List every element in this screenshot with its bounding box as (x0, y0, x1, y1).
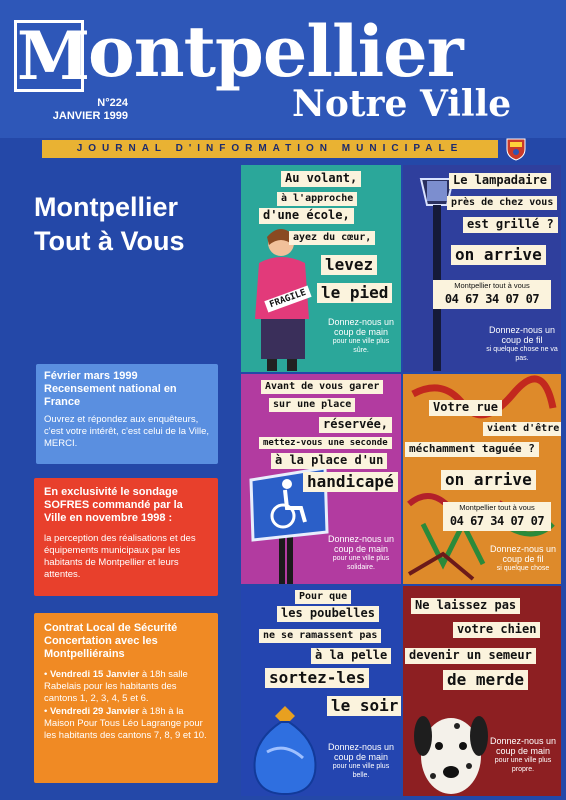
census-box (36, 364, 218, 464)
phone-number: 04 67 34 07 07 (444, 292, 540, 306)
panel-label: le soir (327, 696, 401, 716)
panel-label: Avant de vous garer (261, 380, 383, 394)
issue-number: N°224 (97, 97, 128, 109)
security-list (44, 669, 208, 742)
panel-trash (241, 586, 401, 796)
panel-label: devenir un semeur (405, 648, 536, 664)
census-text: Ouvrez et répondez aux enquêteurs, c'est votre intérêt, c'est celui de la Ville, MERCI. (44, 414, 210, 449)
census-title: Février mars 1999 Recensement national en France (44, 370, 177, 408)
panel-footer (487, 736, 559, 774)
footer-small: pour une ville plus sûre. (332, 338, 390, 354)
panel-label: Votre rue (429, 400, 502, 416)
panel-lamp (403, 165, 561, 372)
panel-label: handicapé (303, 472, 398, 492)
issue-info (38, 97, 128, 123)
panel-dog (403, 586, 561, 796)
panel-label: méchamment taguée ? (405, 442, 539, 457)
panel-label: le pied (317, 283, 392, 303)
panel-label: Pour que (295, 590, 351, 604)
panel-label: on arrive (441, 470, 536, 490)
footer-small: si quelque chose ne va pas. (486, 346, 558, 362)
footer-main: Donnez-nous un coup de fil (489, 544, 557, 564)
panel-label: votre chien (453, 622, 540, 638)
panel-label: ne se ramassent pas (259, 629, 381, 643)
panel-label: Le lampadaire (449, 173, 551, 189)
logo-letter: M (14, 20, 84, 92)
panel-label: à la place d'un (271, 453, 387, 469)
survey-text: la perception des réalisations et des équipements municipaux par les habitants de Montpellier et leurs attentes. (44, 533, 196, 580)
panel-label: ayez du cœur, (289, 231, 375, 245)
panel-footer (487, 544, 559, 573)
footer-small: pour une ville plus propre. (494, 757, 552, 773)
dog-illustration (413, 696, 489, 796)
survey-title: En exclusivité le sondage SOFRES commandé par la Ville en novembre 1998 : (44, 486, 183, 524)
panel-label: à la pelle (311, 648, 391, 664)
newspaper-title: ontpellier (88, 10, 463, 93)
panel-graffiti (403, 374, 561, 584)
panel-footer (485, 325, 559, 363)
panel-footer (325, 534, 397, 572)
phone-box (433, 280, 551, 309)
footer-main: Donnez-nous un coup de main (489, 736, 557, 756)
issue-date: JANVIER 1999 (52, 110, 128, 122)
footer-small: pour une ville plus belle. (332, 763, 390, 779)
phone-title: Montpellier tout à vous (454, 281, 530, 290)
panel-label: sortez-les (265, 668, 369, 688)
footer-main: Donnez-nous un coup de fil (488, 325, 556, 345)
panel-parking (241, 374, 401, 584)
panel-label: est grillé ? (463, 217, 558, 233)
panel-label: mettez-vous une seconde (259, 437, 392, 449)
newspaper-subtitle: Notre Ville (292, 83, 512, 125)
panel-footer (325, 317, 397, 355)
panel-label: près de chez vous (447, 196, 557, 210)
sign-fragile: FRAGILE (264, 286, 311, 313)
panel-label: levez (321, 255, 377, 275)
panel-label: Au volant, (281, 171, 361, 187)
phone-box (443, 502, 551, 531)
footer-main: Donnez-nous un coup de main (327, 742, 395, 762)
panel-label: Ne laissez pas (411, 598, 520, 614)
panel-label: sur une place (269, 398, 355, 412)
panel-label: réservée, (319, 417, 392, 433)
list-item: • Vendredi 29 Janvier à 18h à la Maison Pour Tous Léo Lagrange pour les habitants des cantons 7, 8, 9 et 10. (44, 706, 207, 741)
panel-label: de merde (443, 670, 528, 690)
footer-small: si quelque chose (496, 565, 550, 572)
panel-label: à l'approche (277, 192, 357, 206)
trash-bag-illustration (245, 702, 325, 796)
phone-title: Montpellier tout à vous (459, 503, 535, 512)
meeting-details: à 18h salle Rabelais pour les habitants des cantons 1, 2, 3, 4, 5 et 6. (44, 669, 188, 704)
city-crest-icon (505, 137, 527, 161)
survey-box (34, 478, 218, 596)
journal-band: JOURNAL D'INFORMATION MUNICIPALE (42, 140, 498, 158)
security-box (34, 613, 218, 783)
panel-label: on arrive (451, 245, 546, 265)
main-title-line1: Montpellier (34, 192, 179, 222)
panel-label: les poubelles (277, 606, 379, 622)
phone-number: 04 67 34 07 07 (449, 514, 545, 528)
main-title-line2: Tout à Vous (34, 226, 185, 256)
meeting-date: Vendredi 29 Janvier (49, 706, 140, 717)
panel-school (241, 165, 401, 372)
footer-main: Donnez-nous un coup de main (327, 317, 395, 337)
panel-footer (325, 742, 397, 780)
main-title (34, 190, 234, 258)
panel-label: vient d'être (483, 422, 561, 436)
meeting-details: à 18h à la Maison Pour Tous Léo Lagrange pour les habitants des cantons 7, 8, 9 et 10. (44, 706, 207, 741)
footer-main: Donnez-nous un coup de main (327, 534, 395, 554)
meeting-date: Vendredi 15 Janvier (49, 669, 140, 680)
panel-label: d'une école, (259, 208, 354, 224)
list-item: • Vendredi 15 Janvier à 18h salle Rabelais pour les habitants des cantons 1, 2, 3, 4, 5 et 6. (44, 669, 188, 704)
footer-small: pour une ville plus solidaire. (332, 555, 390, 571)
security-title: Contrat Local de Sécurité Concertation avec les Montpelliérains (44, 622, 178, 660)
